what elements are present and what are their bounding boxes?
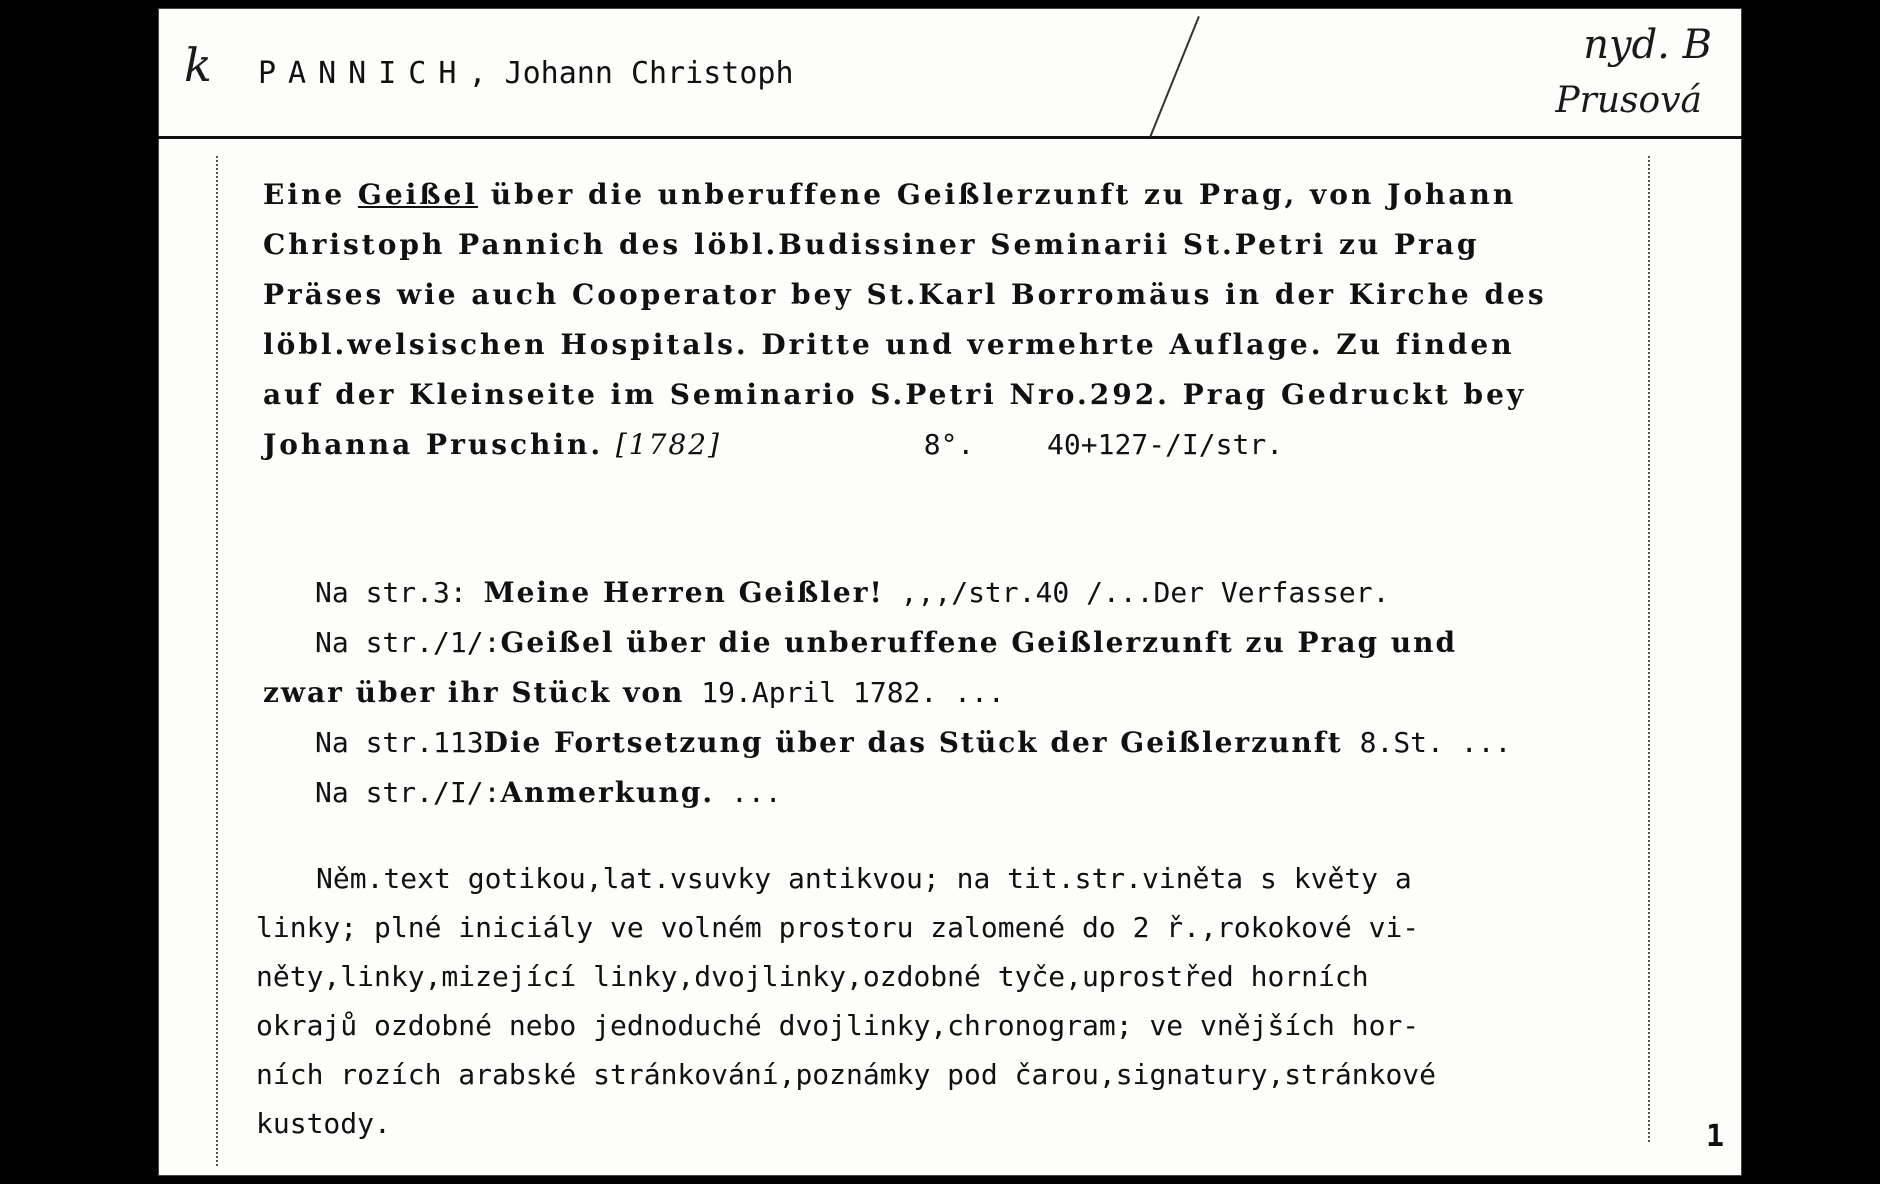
title-line: Christoph Pannich des löbl.Budissiner Seminarii St.Petri zu Prag [263,228,1480,261]
description-line: Něm.text gotikou,lat.vsuvky antikvou; na tit.str.viněta s květy a [316,862,1412,895]
handwritten-signature-line2: Prusová [1555,80,1702,121]
note-line: Na str.3: Meine Herren Geißler! ,,,/str.40 /...Der Verfasser. [315,576,1390,609]
handwritten-signature-line1: nyd. B [1583,22,1712,68]
book-format: 8°. [923,428,975,461]
note-line: Na str.113Die Fortsetzung über das Stück der Geißlerzunft 8.St. ... [315,726,1512,759]
pen-stroke [1149,16,1200,137]
title-line: Eine Geißel über die unberuffene Geißlerzunft zu Prag, von Johann [263,178,1517,211]
card-number: 1 [1705,1119,1724,1154]
note-line: Na str./1/:Geißel über die unberuffene Geißlerzunft zu Prag und [315,626,1458,659]
description-line: okrajů ozdobné nebo jednoduché dvojlinky,chronogram; ve vnějších hor- [256,1009,1420,1042]
title-line: auf der Kleinseite im Seminario S.Petri Nro.292. Prag Gedruckt bey [263,378,1527,411]
author-surname: PANNICH [258,56,469,91]
author-name [258,56,794,91]
description-line: linky; plné iniciály ve volném prostoru zalomené do 2 ř.,rokokové vi- [256,911,1420,944]
note-line: zwar über ihr Stück von 19.April 1782. ... [263,676,1005,709]
title-line: Präses wie auch Cooperator bey St.Karl Borromäus in der Kirche des [263,278,1547,311]
card-header [158,8,1742,139]
book-title-block [263,170,1653,470]
left-margin-line [216,156,218,1166]
title-line: löbl.welsischen Hospitals. Dritte und vermehrte Auflage. Zu finden [263,328,1515,361]
typographic-description [256,854,1656,1148]
description-line: něty,linky,mizející linky,dvojlinky,ozdobné tyče,uprostřed horních [256,960,1369,993]
title-line-last: Johanna Pruschin. [1782] 8°. 40+127-/I/str. [263,428,1284,461]
page-notes [263,568,1683,818]
description-line: kustody. [256,1107,391,1140]
note-line: Na str./I/:Anmerkung. ... [315,776,782,809]
page-count: 40+127-/I/str. [1047,428,1284,461]
handwritten-mark: k [184,38,212,92]
underlined-word: Geißel [357,178,478,211]
description-line: ních rozích arabské stránkování,poznámky pod čarou,signatury,stránkové [256,1058,1437,1091]
handwritten-year: [1782] [615,428,721,461]
author-given-name: , Johann Christoph [468,56,794,91]
catalog-card [158,8,1742,1176]
